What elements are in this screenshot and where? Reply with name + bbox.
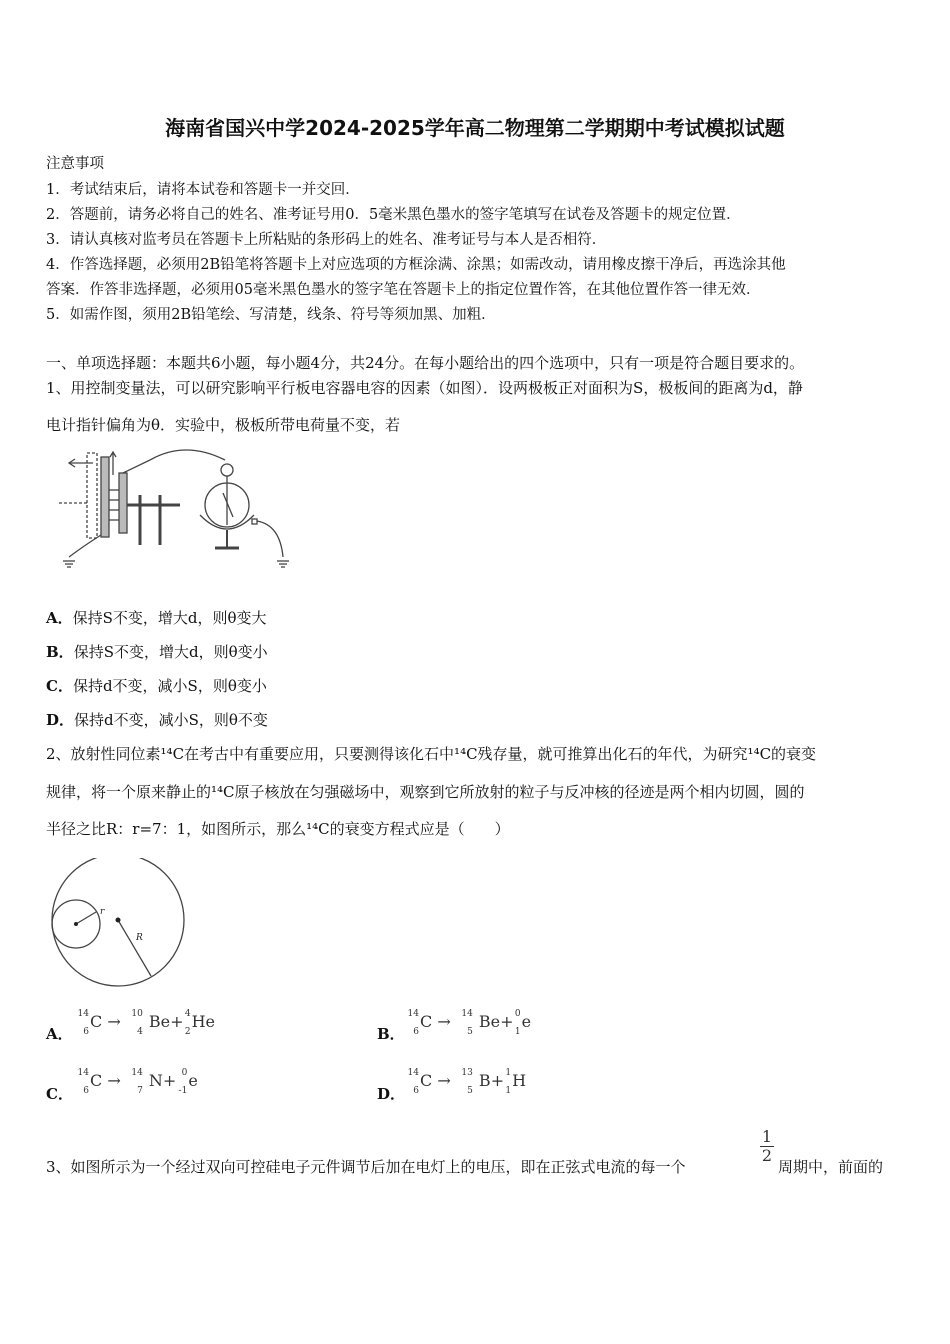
- notice-item: 3．请认真核对监考员在答题卡上所粘贴的条形码上的姓名、准考证号与本人是否相符．: [46, 232, 607, 248]
- half-fraction: [760, 1128, 774, 1165]
- question-2-text: 2、放射性同位素¹⁴C在考古中有重要应用，只要测得该化石中¹⁴C残存量，就可推算出化石的年代，为研究¹⁴C的衰变: [46, 745, 817, 763]
- question-1-text: 1、用控制变量法，可以研究影响平行板电容器电容的因素（如图）．设两极板正对面积为S，极板间的距离为d，静: [46, 379, 803, 397]
- q1-option-a[interactable]: [46, 607, 267, 628]
- notice-heading: 注意事项: [46, 156, 104, 172]
- option-text: 保持d不变，减小S，则θ不变: [74, 711, 268, 729]
- large-radius-label: R: [136, 933, 143, 943]
- notice-item: 4．作答选择题，必须用2B铅笔将答题卡上对应选项的方框涂满、涂黑；如需改动，请用橡皮擦干净后，再选涂其他: [46, 257, 786, 273]
- question-1-text: 电计指针偏角为θ．实验中，极板所带电荷量不变，若: [46, 416, 401, 434]
- option-label: D．: [377, 1085, 406, 1103]
- notice-item: 答案．作答非选择题，必须用05毫米黑色墨水的签字笔在答题卡上的指定位置作答，在其他位置作答一律无效．: [46, 282, 761, 298]
- option-label: B．: [46, 643, 74, 661]
- q1-option-c[interactable]: [46, 675, 267, 696]
- small-radius-label: r: [100, 907, 105, 917]
- notice-item: 5．如需作图，须用2B铅笔绘、写清楚，线条、符号等须加黑、加粗．: [46, 307, 496, 323]
- notice-item: 1．考试结束后，请将本试卷和答题卡一并交回．: [46, 182, 360, 198]
- question-3-text: 3、如图所示为一个经过双向可控硅电子元件调节后加在电灯上的电压，即在正弦式电流的每一个: [46, 1158, 686, 1176]
- option-text: 保持S不变，增大d，则θ变小: [73, 643, 268, 661]
- q2-equation-c: 14 6 C → 14 7 N+ 0 -1 e: [77, 1067, 198, 1096]
- fraction-denominator: 2: [761, 1146, 773, 1165]
- option-label: C．: [46, 1085, 73, 1103]
- option-label: B．: [377, 1025, 405, 1043]
- q2-option-c[interactable]: [46, 1083, 73, 1104]
- notice-item: 2．答题前，请务必将自己的姓名、准考证号用0．5毫米黑色墨水的签字笔填写在试卷及答题卡的规定位置．: [46, 207, 741, 223]
- fraction-numerator: 1: [761, 1127, 773, 1146]
- option-label: C．: [46, 677, 73, 695]
- q2-equation-a: 14 6 C → 10 4 Be+ 4 2 He: [77, 1008, 215, 1037]
- q2-option-d[interactable]: [377, 1083, 405, 1104]
- q2-equation-b: 14 6 C → 14 5 Be+ 0 1 e: [407, 1008, 532, 1037]
- q1-option-b[interactable]: [46, 641, 268, 662]
- option-label: A．: [46, 1025, 73, 1043]
- tangent-circles-diagram: [50, 858, 190, 988]
- option-label: A．: [46, 609, 73, 627]
- option-label: D．: [46, 711, 75, 729]
- exam-title: 海南省国兴中学2024-2025学年高二物理第二学期期中考试模拟试题: [165, 116, 785, 140]
- q2-option-b[interactable]: [377, 1023, 405, 1044]
- question-3-text-cont: 周期中，前面的: [778, 1158, 884, 1176]
- section-heading: 一、单项选择题：本题共6小题，每小题4分，共24分。在每小题给出的四个选项中，只有一项是符合题目要求的。: [46, 354, 805, 372]
- option-text: 保持S不变，增大d，则θ变大: [72, 609, 267, 627]
- question-2-text: 半径之比R：r=7：1，如图所示，那么¹⁴C的衰变方程式应是（ ）: [46, 820, 510, 838]
- q1-option-d[interactable]: [46, 709, 268, 730]
- question-2-text: 规律，将一个原来静止的¹⁴C原子核放在匀强磁场中，观察到它所放射的粒子与反冲核的径迹是两个相内切圆，圆的: [46, 783, 805, 801]
- q2-equation-d: 14 6 C → 13 5 B+ 1 1 H: [407, 1067, 527, 1096]
- q2-option-a[interactable]: [46, 1023, 73, 1044]
- option-text: 保持d不变，减小S，则θ变小: [72, 677, 267, 695]
- capacitor-electroscope-diagram: [55, 445, 300, 580]
